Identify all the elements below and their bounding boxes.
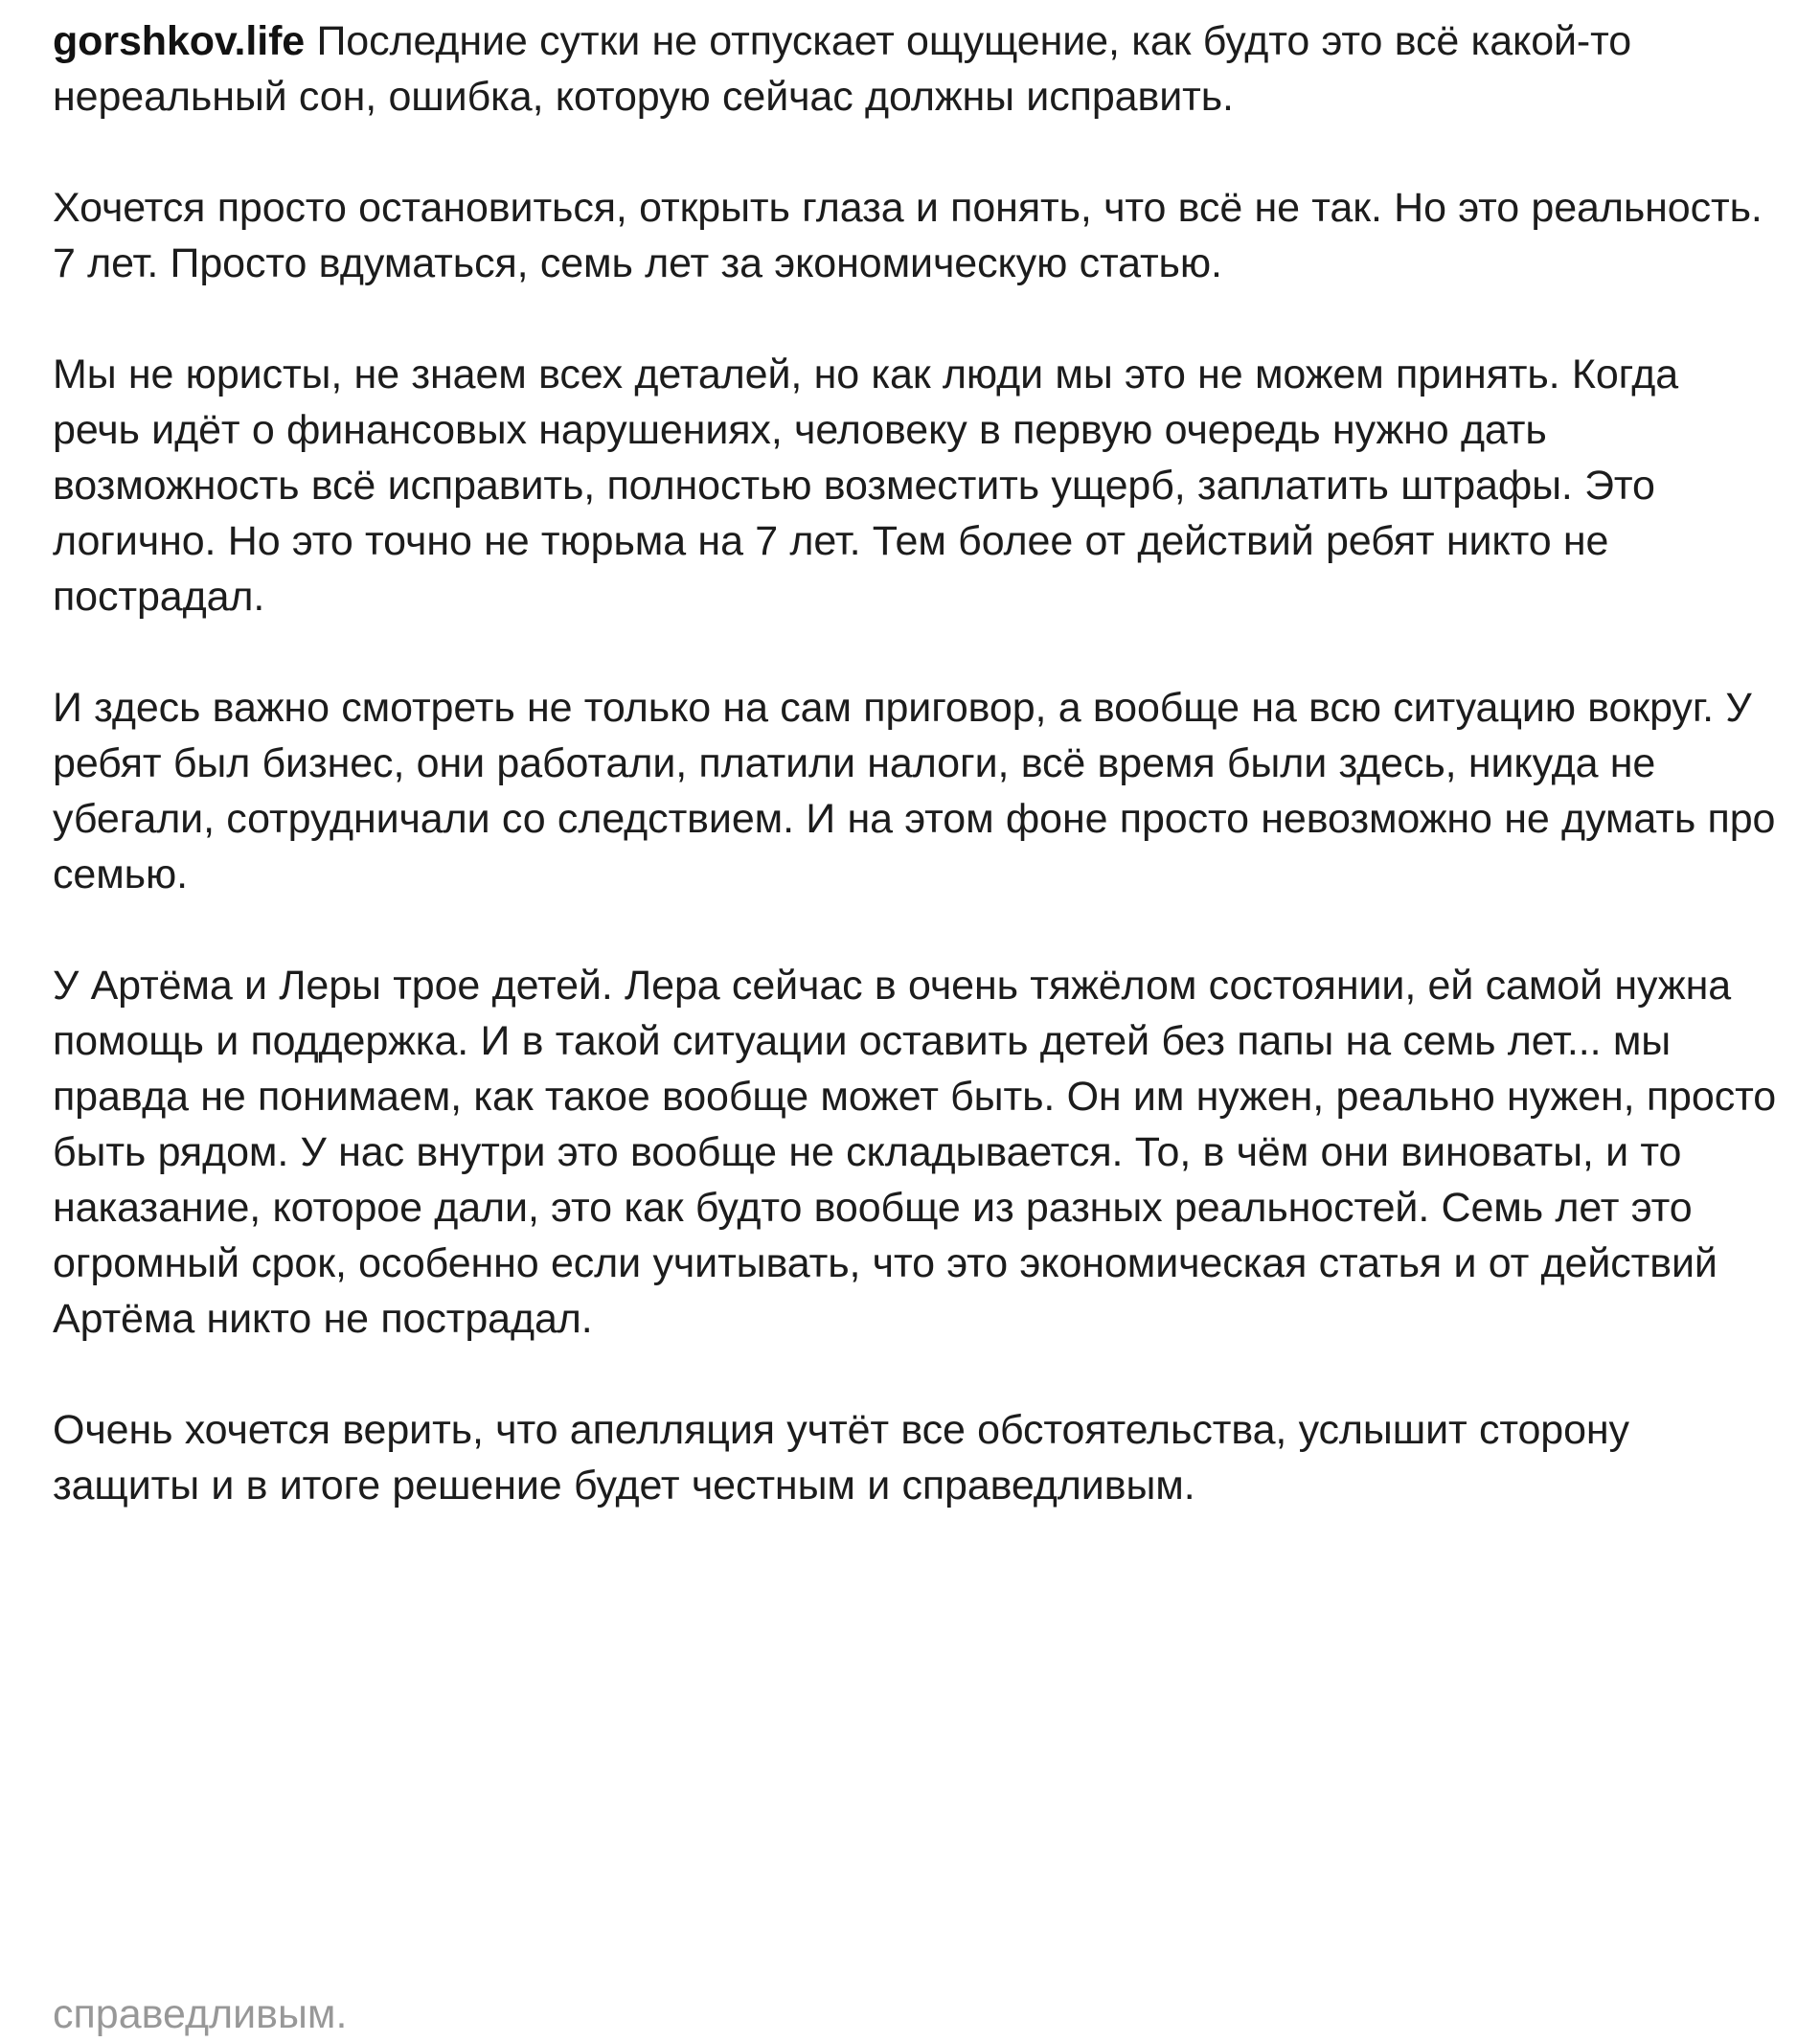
truncated-bottom-line (53, 1991, 1777, 2042)
caption-paragraph-5: У Артёма и Леры трое детей. Лера сейчас в очень тяжёлом состоянии, ей самой нужна помощь и поддержка. И в такой ситуации оставить детей без папы на семь лет... мы правда не понимаем, как такое вообще может быть. Он им нужен, реально нужен, просто быть рядом. У нас внутри это вообще не складывается. То, в чём они виноваты, и то наказание, которое дали, это как будто вообще из разных реальностей. Семь лет это огромный срок, особенно если учитывать, что это экономическая статья и от действий Артёма никто не пострадал. (53, 963, 1777, 1342)
truncated-bottom-line-text: справедливым. (53, 1991, 348, 2037)
caption-paragraph-3: Мы не юристы, не знаем всех деталей, но как люди мы это не можем принять. Когда речь идёт о финансовых нарушениях, человеку в первую очередь нужно дать возможность всё исправить, полностью возместить ущерб, заплатить штрафы. Это логично. Но это точно не тюрьма на 7 лет. Тем более от действий ребят никто не пострадал. (53, 352, 1679, 620)
caption-paragraph-4: И здесь важно смотреть не только на сам приговор, а вообще на всю ситуацию вокруг. У ребят был бизнес, они работали, платили налоги, всё время были здесь, никуда не убегали, сотрудничали со следствием. И на этом фоне просто невозможно не думать про семью. (53, 685, 1776, 897)
caption-paragraph-1 (53, 13, 1777, 125)
account-username[interactable]: gorshkov.life (53, 18, 306, 64)
caption-paragraph-2: Хочется просто остановиться, открыть глаза и понять, что всё не так. Но это реальность. 7 лет. Просто вдуматься, семь лет за экономическую статью. (53, 185, 1763, 286)
caption-paragraph-6: Очень хочется верить, что апелляция учтёт все обстоятельства, услышит сторону защиты и в итоге решение будет честным и справедливым. (53, 1407, 1629, 1509)
caption-text-block (53, 13, 1777, 1513)
caption-paragraph-1-text: Последние сутки не отпускает ощущение, как будто это всё какой-то нереальный сон, ошибка, которую сейчас должны исправить. (53, 18, 1632, 120)
